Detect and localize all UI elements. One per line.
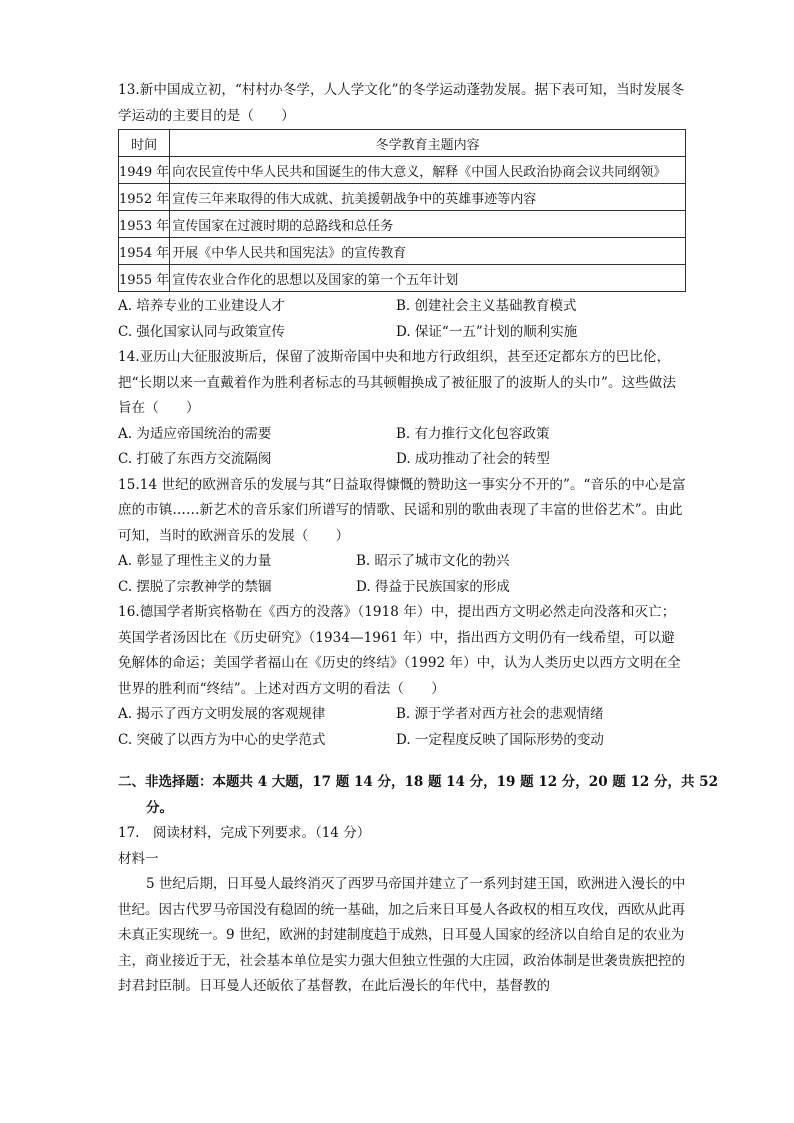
question-17-stem: 17. 阅读材料，完成下列要求。（14 分） [118,825,371,841]
question-14-options [118,422,688,473]
option-c: C. 打破了东西方交流隔阂 [118,451,272,467]
option-d: D. 一定程度反映了国际形势的变动 [396,731,604,748]
question-13-stem: 13.新中国成立初，“村村办冬学，人人学文化”的冬学运动蓬勃发展。据下表可知，当时发展冬学运动的主要目的是（ ） [118,82,685,124]
table-cell-year: 1954 年 [119,238,170,265]
material-text: 5 世纪后期，日耳曼人最终消灭了西罗马帝国并建立了一系列封建王国，欧洲进入漫长的中世纪。因古代罗马帝国没有稳固的统一基础，加之后来日耳曼人各政权的相互攻伐，西欧从此再未真正实现统一。9 世纪，欧洲的封建制度趋于成熟，日耳曼人国家的经济以自给自足的农业为主，商业接近于无，社会基本单位是实力强大但独立性强的大庄园，政治体制是世袭贵族把控的封君封臣制。日耳曼人还皈依了基督教，在此后漫长的年代中，基督教的 [118,876,686,994]
table-cell-year: 1949 年 [119,157,170,184]
option-a: A. 培养专业的工业建设人才 [118,298,285,314]
question-16-options [118,702,688,753]
option-d: D. 得益于民族国家的形成 [356,578,510,595]
table-header-row [119,130,686,157]
table-cell-content: 向农民宣传中华人民共和国诞生的伟大意义，解释《中国人民政治协商会议共同纲领》 [170,157,686,184]
section-heading [118,770,718,821]
table-header-time: 时间 [119,130,170,157]
question-13-options [118,294,688,345]
option-a: A. 揭示了西方文明发展的客观规律 [118,706,326,722]
option-c: C. 强化国家认同与政策宣传 [118,323,285,340]
document-page [118,78,718,1000]
option-b: B. 创建社会主义基础教育模式 [396,298,577,314]
option-a: A. 为适应帝国统治的需要 [118,425,272,442]
table-row [119,211,686,238]
table-cell-content: 开展《中华人民共和国宪法》的宣传教育 [170,238,686,265]
table-row [119,157,686,184]
option-b: B. 有力推行文化包容政策 [396,425,550,442]
option-d: D. 成功推动了社会的转型 [396,451,550,467]
table-cell-content: 宣传三年来取得的伟大成就、抗美援朝战争中的英雄事迹等内容 [170,184,686,211]
question-14-stem: 14.亚历山大征服波斯后，保留了波斯帝国中央和地方行政组织，甚至还定都东方的巴比伦，把“长期以来一直戴着作为胜利者标志的马其顿帽换成了被征服了的波斯人的头巾”。这些做法旨在（ ） [118,349,677,416]
question-15-stem: 15.14 世纪的欧洲音乐的发展与其“日益取得慷慨的赞助这一事实分不开的”。“音乐的中心是富庶的市镇……新艺术的音乐家们所谱写的情歌、民谣和别的歌曲表现了丰富的世俗艺术”。由此可知，当时的欧洲音乐的发展（ ） [118,476,686,544]
section-heading-line: 二、非选择题：本题共 4 大题，17 题 14 分，18 题 14 分，19 题 12 分，20 题 12 分，共 52 [118,774,718,790]
option-c: C. 摆脱了宗教神学的禁锢 [118,578,272,595]
section-heading-continuation: 分。 [146,799,173,816]
question-16-stem: 16.德国学者斯宾格勒在《西方的没落》（1918 年）中，提出西方文明必然走向没落和灭亡；英国学者汤因比在《历史研究》（1934—1961 年）中，指出西方文明仍有一线希望，可以避免解体的命运；美国学者福山在《历史的终结》（1992 年）中，认为人类历史以西方文明在全世界的胜利而“终结”。上述对西方文明的看法（ ） [118,604,681,697]
table-cell-year: 1952 年 [119,184,170,211]
table-row [119,238,686,265]
table-cell-year: 1955 年 [119,265,170,292]
option-d: D. 保证“一五”计划的顺利实施 [396,323,578,340]
material-label: 材料一 [118,850,159,867]
question-15-options [118,549,688,600]
question-13-table [118,129,686,292]
table-header-content: 冬学教育主题内容 [170,130,686,157]
option-a: A. 彰显了理性主义的力量 [118,553,272,569]
option-b: B. 源于学者对西方社会的悲观情绪 [396,706,604,722]
table-cell-year: 1953 年 [119,211,170,238]
option-c: C. 突破了以西方为中心的史学范式 [118,731,326,748]
table-row [119,265,686,292]
option-b: B. 昭示了城市文化的勃兴 [356,553,510,569]
table-row [119,184,686,211]
table-cell-content: 宣传农业合作化的思想以及国家的第一个五年计划 [170,265,686,292]
table-cell-content: 宣传国家在过渡时期的总路线和总任务 [170,211,686,238]
